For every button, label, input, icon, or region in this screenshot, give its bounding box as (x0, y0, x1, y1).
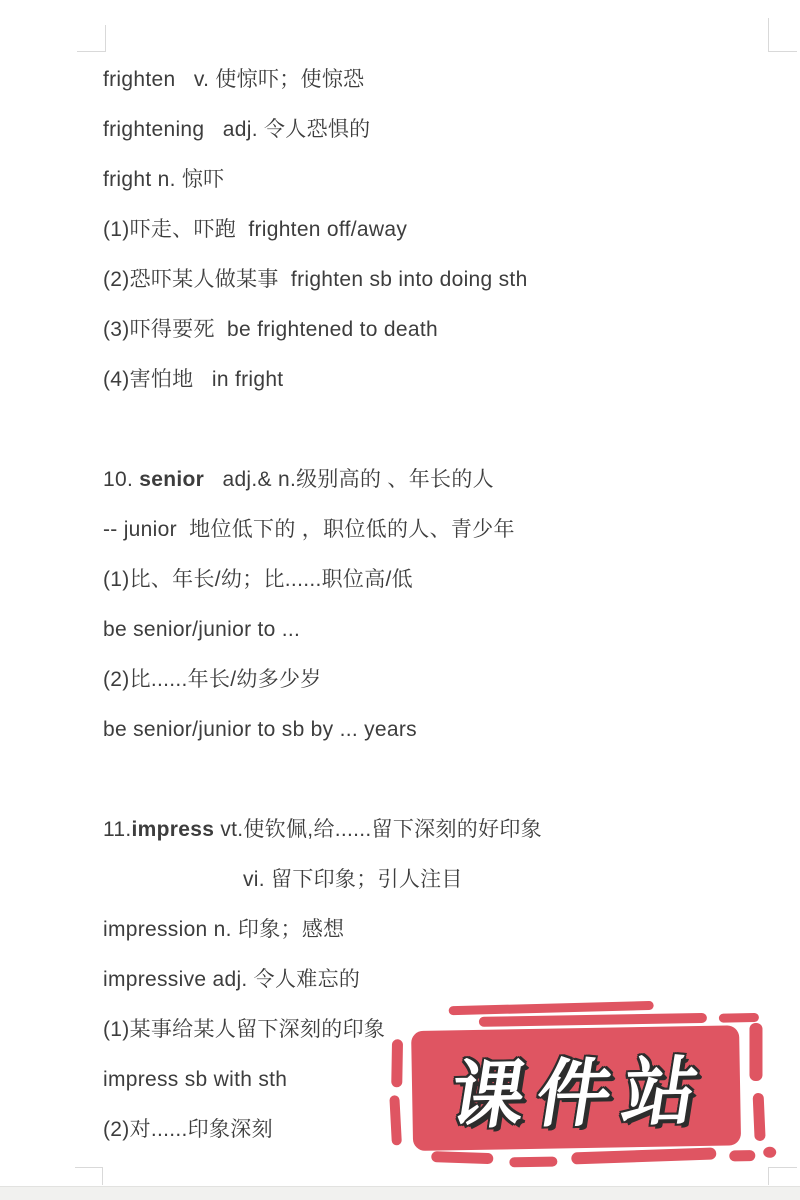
stamp-brush-mark (391, 1039, 403, 1087)
stamp-body (411, 1025, 741, 1151)
text-line: (2)对......印象深刻 (103, 1118, 273, 1141)
stamp-brush-mark (509, 1156, 557, 1167)
stamp-brush-mark (749, 1023, 762, 1081)
page-margin-mark-top-right (768, 18, 797, 52)
text-line: be senior/junior to ... (103, 618, 301, 641)
text-line: impressive adj. 令人难忘的 (103, 968, 361, 991)
stamp-brush-mark (389, 1095, 402, 1145)
stamp-brush-mark (719, 1013, 759, 1023)
text-line: be senior/junior to sb by ... years (103, 718, 417, 741)
stamp-brush-mark (431, 1151, 493, 1164)
page-margin-mark-top-left (77, 25, 106, 52)
stamp-brush-mark (729, 1150, 755, 1161)
page-margin-mark-bottom-right (768, 1167, 797, 1185)
blank-line (103, 755, 763, 805)
text-line: (2)恐吓某人做某事 frighten sb into doing sth (103, 268, 528, 291)
text-line: 10. senior adj.& n.级别高的 、年长的人 (103, 468, 494, 491)
stamp-brush-mark (479, 1013, 707, 1027)
text-line: impress sb with sth (103, 1068, 288, 1091)
text-line: 11.impress vt.使钦佩,给......留下深刻的好印象 (103, 818, 542, 841)
blank-line (103, 405, 763, 455)
text-line: (3)吓得要死 be frightened to death (103, 318, 438, 341)
text-line: fright n. 惊吓 (103, 168, 225, 191)
text-line: (2)比......年长/幼多少岁 (103, 668, 322, 691)
document-lines (103, 55, 763, 1155)
text-line: (1)比、年长/幼；比......职位高/低 (103, 568, 413, 591)
text-line: (4)害怕地 in fright (103, 368, 284, 391)
text-line: (1)吓走、吓跑 frighten off/away (103, 218, 408, 241)
text-line: frightening adj. 令人恐惧的 (103, 118, 371, 141)
text-line: impression n. 印象；感想 (103, 918, 345, 941)
text-line: -- junior 地位低下的 ，职位低的人、青少年 (103, 518, 515, 541)
page-margin-mark-bottom-left (75, 1167, 103, 1185)
stamp-brush-mark (571, 1147, 716, 1164)
bottom-bar (0, 1186, 800, 1200)
text-line: vi. 留下印象；引人注目 (243, 868, 463, 891)
text-line: (1)某事给某人留下深刻的印象 (103, 1018, 386, 1041)
kejianzhan-stamp (389, 997, 782, 1170)
stamp-brush-mark (763, 1147, 776, 1158)
stamp-brush-mark (449, 1001, 654, 1015)
stamp-brush-mark (753, 1093, 766, 1141)
stamp-text: 课件站 (444, 1049, 716, 1138)
text-line: frighten v. 使惊吓；使惊恐 (103, 68, 365, 91)
